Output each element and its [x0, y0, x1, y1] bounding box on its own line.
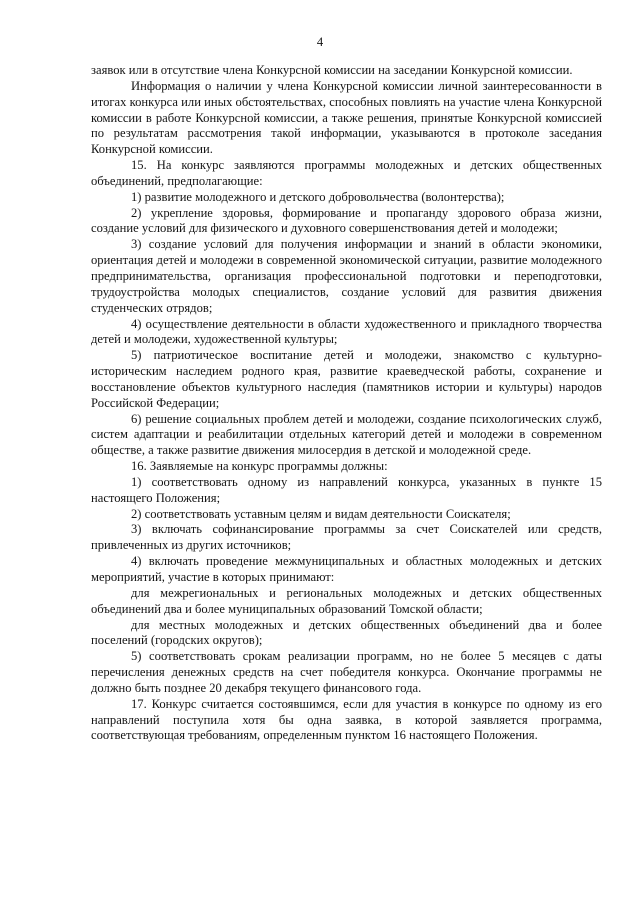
page-number: 4 — [316, 35, 324, 49]
paragraph-item-16-4: 4) включать проведение межмуниципальных и областных молодежных и детских мероприятий, участие в которых принимают: — [91, 554, 602, 584]
paragraph-item-15-3: 3) создание условий для получения информации и знаний в области экономики, ориентация детей и молодежи в современной экономической ситуации, развитие молодежного предпринимательства, организация профессиональной подготовки и переподготовки, трудоустройства молодых специалистов, создание условий для развития движения студенческих отрядов; — [91, 237, 602, 315]
paragraph-item-16-3: 3) включать софинансирование программы за счет Соискателей или средств, привлеченных из других источников; — [91, 522, 602, 553]
paragraph-conflict-of-interest: Информация о наличии у члена Конкурсной комиссии личной заинтересованности в итогах конкурса или иных обстоятельствах, способных повлиять на участие члена Конкурсной комиссии в работе Конкурсной комиссии, а также решения, принятые Конкурсной комиссией по результатам рассмотрения такой информации, указываются в протоколе заседания Конкурсной комиссии. — [91, 78, 602, 157]
paragraph-item-15-2: 2) укрепление здоровья, формирование и пропаганду здорового образа жизни, создание условий для физического и духовного совершенствования детей и молодежи; — [91, 205, 602, 236]
paragraph-item-16-5: 5) соответствовать срокам реализации программ, но не более 5 месяцев с даты перечисления денежных средств на счет победителя конкурса. Окончание программы не должно быть позднее 20 декабря текущего финансового года. — [91, 649, 602, 695]
paragraph-item-16: 16. Заявляемые на конкурс программы должны: — [131, 459, 388, 474]
paragraph-item-16-4-regional: для межрегиональных и региональных молодежных и детских общественных объединений два и более муниципальных образований Томской области; — [91, 585, 602, 616]
paragraph-item-15-4: 4) осуществление деятельности в области художественного и прикладного творчества детей и молодежи, художественной культуры; — [91, 316, 602, 347]
document-body — [91, 63, 602, 744]
paragraph-item-16-4-local: для местных молодежных и детских общественных объединений два и более поселений (городских округов); — [91, 617, 602, 648]
paragraph-item-17: 17. Конкурс считается состоявшимся, если для участия в конкурсе по одному из его направлений поступила хотя бы одна заявка, в которой заявляется программа, соответствующая требованиям, определенным пунктом 16 настоящего Положения. — [91, 696, 602, 743]
paragraph-item-15-1: 1) развитие молодежного и детского добровольчества (волонтерства); — [131, 189, 505, 204]
paragraph-item-16-1: 1) соответствовать одному из направлений конкурса, указанных в пункте 15 настоящего Положения; — [91, 474, 602, 505]
paragraph-item-15-5: 5) патриотическое воспитание детей и молодежи, знакомство с культурно-историческим наследием родного края, развитие краеведческой работы, сохранение и восстановление объектов культурного наследия (памятников истории и культуры) народов Российской Федерации; — [91, 348, 602, 410]
paragraph-item-15: 15. На конкурс заявляются программы молодежных и детских общественных объединений, предполагающие: — [91, 158, 602, 188]
paragraph-item-15-6: 6) решение социальных проблем детей и молодежи, создание психологических служб, систем адаптации и реабилитации отдельных категорий детей и молодежи в современном обществе, а также развитие движения милосердия в детской и молодежной среде. — [91, 411, 602, 458]
paragraph-item-16-2: 2) соответствовать уставным целям и видам деятельности Соискателя; — [131, 506, 511, 521]
paragraph-continuation: заявок или в отсутствие члена Конкурсной комиссии на заседании Конкурсной комиссии. — [91, 63, 573, 77]
